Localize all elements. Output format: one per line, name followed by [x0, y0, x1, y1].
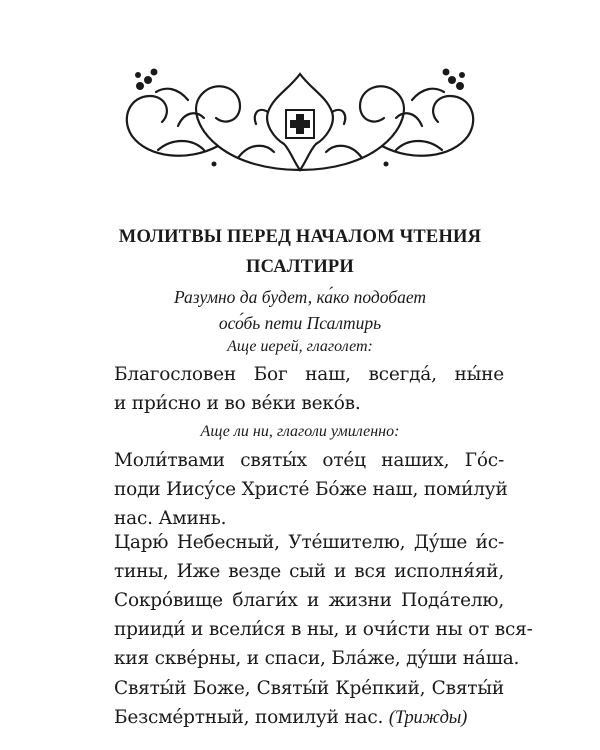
text-line: Святы́й Боже, Святы́й Кре́пкий, Святы́й: [114, 678, 504, 699]
text-line-body: Безсме́ртный, помилуй нас.: [114, 707, 384, 728]
text-line: Сокро́вище благи́х и жизни Пода́телю,: [114, 590, 504, 611]
title-line: ПСАЛТИРИ: [246, 257, 354, 277]
text-line: Моли́твами святы́х оте́ц наших, Го́с-: [114, 450, 504, 471]
text-line: [114, 703, 504, 733]
paragraph-prayers-of-saints: [114, 446, 508, 533]
subtitle: [80, 284, 520, 336]
rubric-layman: Аще ли ни, глаголи умиленно:: [200, 423, 400, 440]
rubric-priest: Аще иерей, глаголет:: [227, 338, 373, 355]
paragraph-trisagion: [114, 674, 504, 733]
text-line: тины, Иже везде сый и вся исполня́яй,: [114, 561, 504, 582]
text-line: Царю́ Небесный, Уте́шителю, Ду́ше и́с-: [114, 532, 504, 553]
rubric-thrice-note: (Трижды): [388, 708, 468, 728]
floral-headpiece-ornament: [118, 66, 482, 186]
title-line: МОЛИТВЫ ПЕРЕД НАЧАЛОМ ЧТЕНИЯ: [118, 227, 482, 247]
paragraph-blessing: [114, 360, 504, 418]
text-line: Благословен Бог наш, всегда́, ны́не: [114, 364, 504, 385]
text-line: прииди́ и всели́ся в ны, и очи́сти ны от вся-: [114, 619, 533, 640]
subtitle-line: осо́бь пети Псалтирь: [218, 313, 382, 333]
subtitle-line: Разумно да будет, ка́ко подобает: [174, 287, 426, 307]
text-line: нас. Аминь.: [114, 508, 227, 529]
text-line: и при́сно и во ве́ки веко́в.: [114, 393, 361, 414]
page-title: [60, 222, 540, 282]
text-line: поди Иису́се Христе́ Бо́же наш, поми́луй: [114, 479, 508, 500]
text-line: кия скве́рны, и спаси, Бла́же, ду́ши на́ша.: [114, 648, 520, 669]
paragraph-heavenly-king: [114, 528, 533, 673]
